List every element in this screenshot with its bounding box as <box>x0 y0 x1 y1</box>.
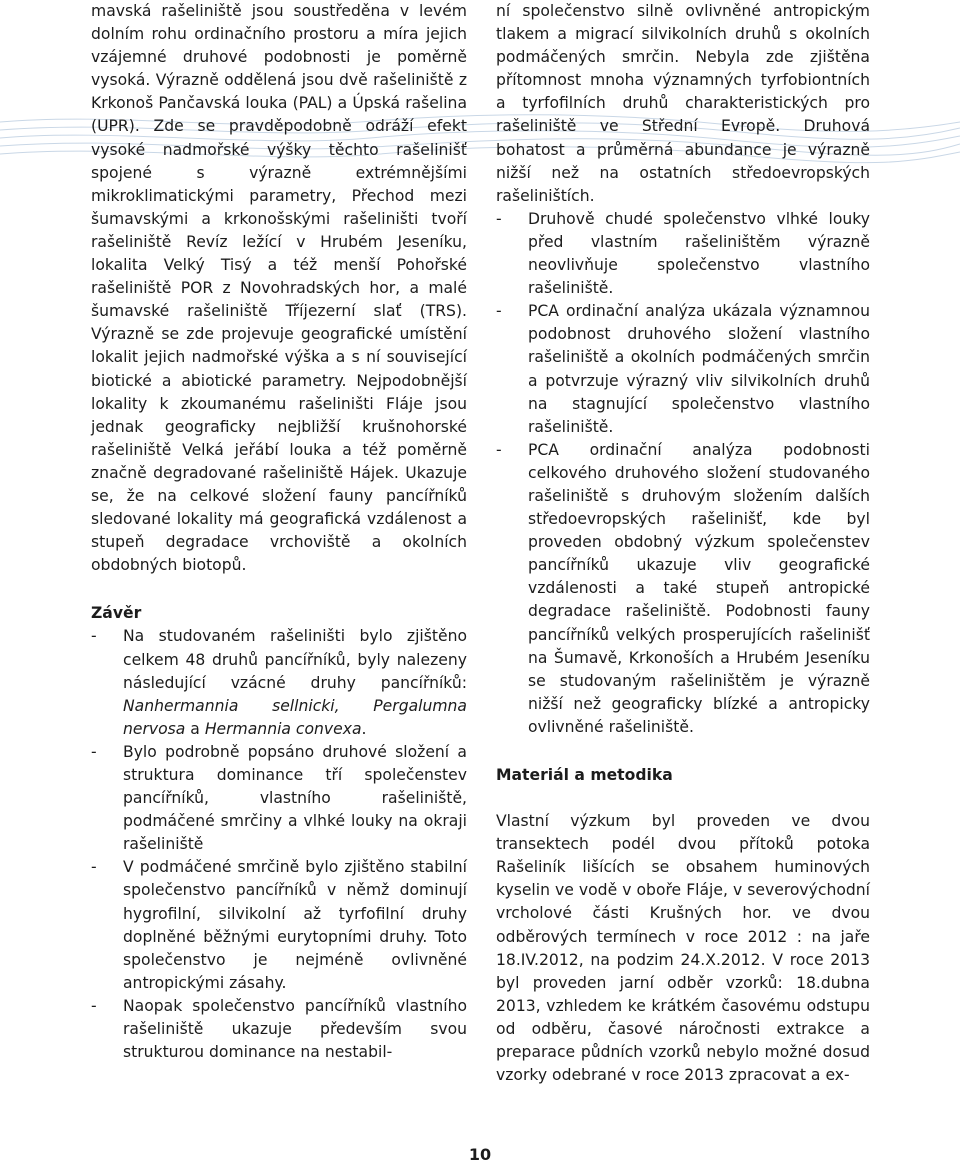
species-name: Hermannia convexa <box>204 719 362 738</box>
conclusion-heading: Závěr <box>91 604 142 623</box>
left-column <box>91 0 467 1064</box>
list-item: - Druhově chudé společenstvo vlhké louky před vlastním rašeliništěm výrazně neovlivňuje společenstvo vlastního rašeliniště. <box>496 209 870 298</box>
list-item: - Na studovaném rašeliništi bylo zjištěno celkem 48 druhů pancířníků, byly nalezeny následující vzácné druhy pancířníků: Nanhermannia sellnicki, Pergalumna nervosa a Hermannia convexa. <box>91 627 467 738</box>
list-item: - PCA ordinační analýza podobnosti celkového druhového složení studovaného rašeliniště s druhovým složením dalších středoevropských rašelinišť, kde byl proveden obdobný výzkum společenstev pancířníků ukazuje vliv geografické vzdálenosti a také stupeň antropické degradace rašeliniště. Podobnosti fauny pancířníků velkých prosperujících rašelinišť na Šumavě, Krkonoších a Hrubém Jeseníku se studovaným rašeliništěm je výrazně nižší než geograficky blízké a antropicky ovlivněné rašeliniště. <box>496 440 870 736</box>
conclusion-list-continued <box>496 208 870 739</box>
list-dash: - <box>496 440 502 459</box>
list-dash: - <box>91 627 97 646</box>
list-item: - Bylo podrobně popsáno druhové složení a struktura dominance tří společenstev pancířníků, vlastního rašeliniště, podmáčené smrčiny a vlhké louky na okraji rašeliniště <box>91 742 467 854</box>
methods-paragraph: Vlastní výzkum byl proveden ve dvou transektech podél dvou přítoků potoka Rašeliník lišících se obsahem huminových kyselin ve vodě v oboře Fláje, v severovýchodní vrcholové části Krušných hor. ve dvou odběrových termínech v roce 2012 : na jaře 18.IV.2012, na podzim 24.X.2012. V roce 2013 byl proveden jarní odběr vzorků: 18.dubna 2013, vzhledem ke krátkém časovému odstupu od odběru, časové náročnosti extrakce a preparace půdních vzorků nebylo možné dosud vzorky odebrané v roce 2013 zpracovat a ex- <box>496 812 870 1085</box>
list-dash: - <box>496 209 502 228</box>
methods-heading: Materiál a metodika <box>496 766 673 784</box>
list-item: - PCA ordinační analýza ukázala významnou podobnost druhového složení vlastního rašeliniště a okolních podmáčených smrčin a potvrzuje výrazný vliv silvikolních druhů na stagnující společenstvo vlastního rašeliniště. <box>496 302 870 436</box>
page-number: 10 <box>468 1145 492 1164</box>
list-dash: - <box>91 858 97 877</box>
species-name: Nanhermannia sellnicki, Pergalumna nervosa <box>123 696 467 738</box>
right-column <box>496 0 870 1087</box>
conclusion-list <box>91 625 467 1064</box>
list-dash: - <box>91 742 97 761</box>
list-dash: - <box>496 302 502 321</box>
list-item: - Naopak společenstvo pancířníků vlastního rašeliniště ukazuje především svou strukturou dominance na nestabil- <box>91 996 467 1062</box>
right-paragraph: ní společenstvo silně ovlivněné antropickým tlakem a migrací silvikolních druhů s okolních podmáčených smrčin. Nebyla zde zjištěna přítomnost mnoha významných tyrfobiontních a tyrfofilních druhů charakteristických pro rašeliniště ve Střední Evropě. Druhová bohatost a průměrná abundance je výrazně nižší než na ostatních středoevropských rašeliništích. <box>496 2 870 205</box>
list-item: - V podmáčené smrčině bylo zjištěno stabilní společenstvo pancířníků v němž dominují hygrofilní, silvikolní až tyrfofilní druhy doplněné běžnými eurytopními druhy. Toto společenstvo je nejméně ovlivněné antropickými zásahy. <box>91 858 467 992</box>
left-paragraph: mavská rašeliniště jsou soustředěna v levém dolním rohu ordinačního prostoru a míra jejich vzájemné druhové podobnosti je poměrně vysoká. Výrazně oddělená jsou dvě rašeliniště z Krkonoš Pančavská louka (PAL) a Úpská rašelina (UPR). Zde se pravděpodobně odráží efekt vysoké nadmořské výšky těchto rašelinišť spojené s výrazně extrémnějšími mikroklimatickými parametry, Přechod mezi šumavskými a krkonošskými rašeliništi tvoří rašeliniště Revíz ležící v Hrubém Jeseníku, lokalita Velký Tisý a též menší Pohořské rašeliniště POR z Novohradských hor, a malé šumavské rašeliniště Tříjezerní slať (TRS). Výrazně se zde projevuje geografické umístění lokalit jejich nadmořské výška a s ní související biotické a abiotické parametry. Nejpodobnější lokality k zkoumanému rašeliništi Fláje jsou jednak geograficky nejbližší krušnohorské rašeliniště Velká jeřábí louka a též poměrně značně degradované rašeliniště Hájek. Ukazuje se, že na celkové složení fauny pancířníků sledované lokality má geografická vzdálenost a stupeň degradace vrchoviště a okolních obdobných biotopů. <box>91 2 467 575</box>
list-dash: - <box>91 996 97 1015</box>
